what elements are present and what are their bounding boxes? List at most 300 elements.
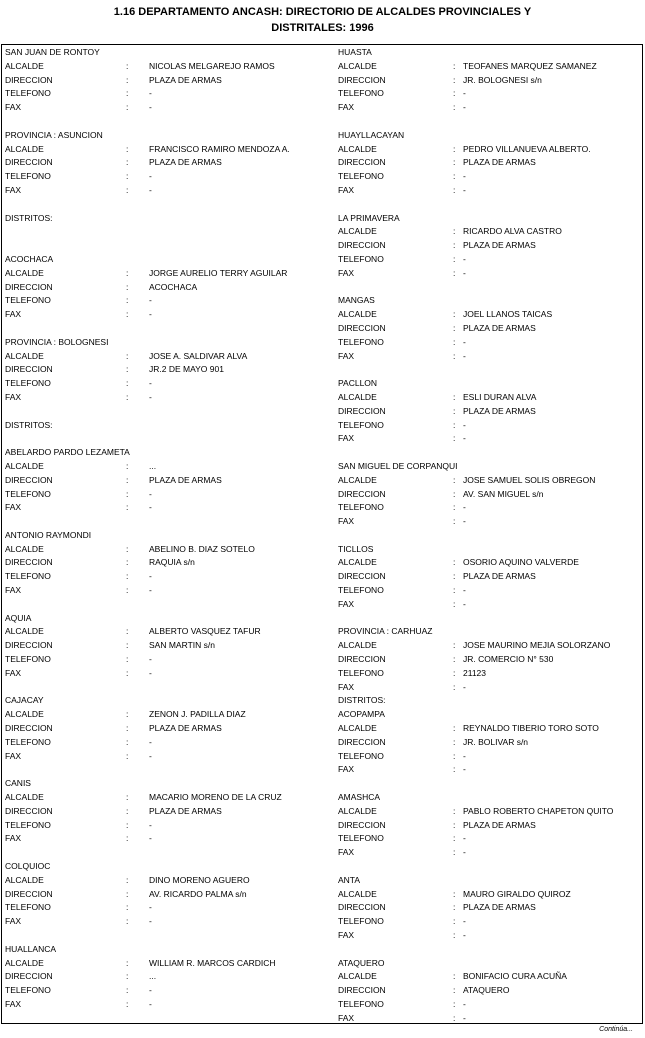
entry-row (5, 143, 335, 157)
field-value: PABLO ROBERTO CHAPETON QUITO (463, 805, 614, 816)
field-label: DIRECCION (5, 723, 53, 734)
field-value: - (463, 681, 466, 692)
entry-row (338, 722, 642, 736)
field-colon: : (126, 502, 129, 513)
left-column (5, 46, 335, 1012)
entry-row (5, 639, 335, 653)
field-value: JR.2 DE MAYO 901 (149, 364, 224, 375)
field-value: - (463, 433, 466, 444)
field-colon: : (453, 750, 456, 761)
field-colon: : (126, 792, 129, 803)
field-value: - (149, 902, 152, 913)
field-colon: : (453, 322, 456, 333)
entry-heading: SAN MIGUEL DE CORPANQUI (338, 460, 458, 471)
blank-line (338, 529, 642, 543)
field-value: - (463, 419, 466, 430)
field-value: REYNALDO TIBERIO TORO SOTO (463, 723, 599, 734)
field-label: DIRECCION (5, 157, 53, 168)
field-label: FAX (338, 847, 355, 858)
entry-row (338, 101, 642, 115)
entry-row (5, 74, 335, 88)
field-colon: : (453, 157, 456, 168)
entry-row (5, 101, 335, 115)
field-value: - (463, 88, 466, 99)
field-colon: : (453, 916, 456, 927)
entry-row (338, 667, 642, 681)
field-value: - (149, 309, 152, 320)
entry-heading: ANTA (338, 874, 361, 885)
field-value: ... (149, 460, 157, 471)
entry-heading: PACLLON (338, 378, 378, 389)
entry-heading: MANGAS (338, 295, 375, 306)
entry-heading: HUALLANCA (5, 943, 57, 954)
blank-line (5, 322, 335, 336)
field-value: OSORIO AQUINO VALVERDE (463, 557, 579, 568)
entry-row (5, 667, 335, 681)
field-label: TELEFONO (338, 585, 384, 596)
field-value: - (149, 184, 152, 195)
field-colon: : (126, 557, 129, 568)
entry-row (5, 391, 335, 405)
field-colon: : (453, 88, 456, 99)
field-value: - (149, 102, 152, 113)
field-value: - (463, 516, 466, 527)
field-colon: : (126, 874, 129, 885)
field-label: ALCALDE (338, 474, 377, 485)
field-colon: : (453, 654, 456, 665)
entry-heading: CANIS (5, 778, 31, 789)
field-label: FAX (338, 681, 355, 692)
entry-row (338, 501, 642, 515)
field-label: TELEFONO (5, 985, 51, 996)
field-colon: : (453, 847, 456, 858)
field-value: - (149, 833, 152, 844)
blank-line (338, 612, 642, 626)
field-value: JOSE A. SALDIVAR ALVA (149, 350, 248, 361)
entry-heading: PROVINCIA : BOLOGNESI (5, 336, 109, 347)
field-colon: : (126, 88, 129, 99)
entry-row (338, 350, 642, 364)
entry-row (5, 488, 335, 502)
field-label: ALCALDE (338, 971, 377, 982)
field-colon: : (453, 902, 456, 913)
field-label: DIRECCION (5, 888, 53, 899)
entry-row (5, 970, 335, 984)
field-colon: : (453, 102, 456, 113)
field-label: ALCALDE (338, 309, 377, 320)
field-colon: : (126, 460, 129, 471)
field-value: PLAZA DE ARMAS (463, 902, 536, 913)
field-label: FAX (338, 102, 355, 113)
field-colon: : (453, 309, 456, 320)
entry-row (5, 308, 335, 322)
entry-row (5, 156, 335, 170)
field-colon: : (126, 654, 129, 665)
field-colon: : (126, 709, 129, 720)
field-colon: : (126, 571, 129, 582)
field-value: AV. RICARDO PALMA s/n (149, 888, 247, 899)
entry-row (5, 570, 335, 584)
blank-line (5, 432, 335, 446)
field-value: - (149, 88, 152, 99)
field-value: - (149, 819, 152, 830)
entry-row (5, 901, 335, 915)
entry-row (5, 736, 335, 750)
field-colon: : (126, 488, 129, 499)
blank-line (5, 239, 335, 253)
field-value: AV. SAN MIGUEL s/n (463, 488, 544, 499)
field-label: TELEFONO (5, 488, 51, 499)
entry-row (5, 474, 335, 488)
entry-row (5, 377, 335, 391)
field-label: DIRECCION (5, 74, 53, 85)
field-label: ALCALDE (338, 723, 377, 734)
field-colon: : (453, 930, 456, 940)
field-value: - (149, 295, 152, 306)
entry-row (5, 708, 335, 722)
entry-row (5, 957, 335, 971)
field-label: DIRECCION (338, 571, 386, 582)
field-colon: : (453, 833, 456, 844)
entry-heading: LA PRIMAVERA (338, 212, 400, 223)
field-value: SAN MARTIN s/n (149, 640, 215, 651)
field-colon: : (453, 240, 456, 251)
title-line-2: DISTRITALES: 1996 (271, 22, 374, 34)
field-label: FAX (5, 184, 22, 195)
entry-row (338, 598, 642, 612)
field-label: ALCALDE (338, 805, 377, 816)
field-value: - (149, 916, 152, 927)
field-value: - (463, 253, 466, 264)
field-value: - (463, 598, 466, 609)
entry-row (5, 556, 335, 570)
field-label: DIRECCION (338, 240, 386, 251)
field-label: FAX (338, 516, 355, 527)
field-value: PLAZA DE ARMAS (149, 157, 222, 168)
field-colon: : (126, 60, 129, 71)
field-label: FAX (5, 102, 22, 113)
field-value: ESLI DURAN ALVA (463, 391, 537, 402)
field-label: TELEFONO (338, 419, 384, 430)
field-colon: : (126, 378, 129, 389)
entry-row (338, 515, 642, 529)
field-colon: : (453, 488, 456, 499)
field-label: TELEFONO (338, 88, 384, 99)
field-colon: : (126, 543, 129, 554)
entry-heading: DISTRITOS: (5, 419, 53, 430)
field-value: - (463, 930, 466, 940)
field-label: TELEFONO (338, 336, 384, 347)
entry-row (338, 391, 642, 405)
entry-row (338, 888, 642, 902)
field-label: FAX (338, 1012, 355, 1023)
field-value: - (463, 267, 466, 278)
field-label: FAX (338, 433, 355, 444)
blank-line (338, 198, 642, 212)
field-label: FAX (5, 916, 22, 927)
field-value: ZENON J. PADILLA DIAZ (149, 709, 246, 720)
field-colon: : (126, 985, 129, 996)
field-label: TELEFONO (338, 502, 384, 513)
field-colon: : (453, 640, 456, 651)
field-value: - (463, 350, 466, 361)
field-value: MAURO GIRALDO QUIROZ (463, 888, 571, 899)
entry-heading: PROVINCIA : ASUNCION (5, 129, 103, 140)
field-label: FAX (5, 502, 22, 513)
field-label: FAX (5, 391, 22, 402)
field-label: ALCALDE (338, 60, 377, 71)
field-colon: : (126, 143, 129, 154)
field-value: - (463, 833, 466, 844)
entry-row (5, 819, 335, 833)
field-label: DIRECCION (338, 985, 386, 996)
entry-row (5, 625, 335, 639)
field-label: FAX (5, 309, 22, 320)
field-value: PLAZA DE ARMAS (463, 405, 536, 416)
entry-heading: HUASTA (338, 47, 372, 57)
entry-row (5, 791, 335, 805)
entry-row (338, 170, 642, 184)
field-colon: : (453, 681, 456, 692)
entry-row (5, 832, 335, 846)
field-value: ... (149, 971, 157, 982)
entry-row (338, 267, 642, 281)
entry-row (338, 74, 642, 88)
field-value: JR. BOLIVAR s/n (463, 736, 529, 747)
field-label: DIRECCION (338, 488, 386, 499)
entry-row (5, 653, 335, 667)
field-value: - (463, 336, 466, 347)
field-value: ATAQUERO (463, 985, 510, 996)
field-label: FAX (5, 585, 22, 596)
field-colon: : (453, 819, 456, 830)
entry-heading: COLQUIOC (5, 861, 51, 872)
entry-row (338, 239, 642, 253)
directory-table (1, 44, 643, 1024)
field-value: - (463, 998, 466, 1009)
field-value: - (149, 654, 152, 665)
field-value: - (149, 391, 152, 402)
blank-line (5, 929, 335, 943)
entry-row (5, 184, 335, 198)
field-colon: : (126, 295, 129, 306)
field-value: - (463, 184, 466, 195)
entry-heading: ATAQUERO (338, 957, 385, 968)
entry-row (338, 984, 642, 998)
entry-heading: ACOCHACA (5, 253, 54, 264)
field-colon: : (126, 916, 129, 927)
field-colon: : (453, 985, 456, 996)
field-colon: : (126, 805, 129, 816)
field-label: DIRECCION (338, 322, 386, 333)
entry-heading: AMASHCA (338, 792, 381, 803)
page-title (0, 4, 645, 36)
field-label: FAX (338, 267, 355, 278)
field-label: TELEFONO (338, 833, 384, 844)
field-label: TELEFONO (338, 171, 384, 182)
blank-line (338, 363, 642, 377)
entry-row (5, 750, 335, 764)
field-colon: : (126, 157, 129, 168)
field-value: - (149, 750, 152, 761)
field-colon: : (126, 667, 129, 678)
field-colon: : (453, 60, 456, 71)
entry-row (338, 1012, 642, 1026)
field-value: - (149, 736, 152, 747)
field-value: - (149, 998, 152, 1009)
field-value: JOEL LLANOS TAICAS (463, 309, 553, 320)
field-label: DIRECCION (5, 971, 53, 982)
entry-row (338, 736, 642, 750)
field-value: WILLIAM R. MARCOS CARDICH (149, 957, 276, 968)
field-colon: : (126, 888, 129, 899)
field-label: DIRECCION (338, 902, 386, 913)
field-label: ALCALDE (338, 557, 377, 568)
field-value: JOSE MAURINO MEJIA SOLORZANO (463, 640, 611, 651)
entry-heading: HUAYLLACAYAN (338, 129, 405, 140)
field-value: ABELINO B. DIAZ SOTELO (149, 543, 255, 554)
entry-row (338, 336, 642, 350)
entry-row (338, 805, 642, 819)
field-label: DIRECCION (338, 736, 386, 747)
blank-line (338, 446, 642, 460)
entry-row (5, 87, 335, 101)
field-label: ALCALDE (5, 143, 44, 154)
field-colon: : (126, 102, 129, 113)
field-label: ALCALDE (338, 888, 377, 899)
entry-row (338, 639, 642, 653)
field-colon: : (453, 516, 456, 527)
entry-row (338, 584, 642, 598)
field-colon: : (453, 433, 456, 444)
field-label: TELEFONO (338, 667, 384, 678)
field-colon: : (126, 474, 129, 485)
field-colon: : (453, 502, 456, 513)
entry-row (338, 901, 642, 915)
entry-row (338, 143, 642, 157)
field-colon: : (126, 957, 129, 968)
entry-heading: TICLLOS (338, 543, 374, 554)
entry-row (5, 460, 335, 474)
field-label: TELEFONO (5, 378, 51, 389)
entry-row (338, 819, 642, 833)
field-colon: : (126, 184, 129, 195)
field-value: - (149, 488, 152, 499)
field-value: DINO MORENO AGUERO (149, 874, 250, 885)
entry-heading: SAN JUAN DE RONTOY (5, 47, 100, 57)
entry-heading: ABELARDO PARDO LEZAMETA (5, 447, 130, 458)
field-colon: : (126, 833, 129, 844)
field-label: DIRECCION (338, 74, 386, 85)
entry-row (338, 322, 642, 336)
field-label: ALCALDE (5, 957, 44, 968)
field-colon: : (126, 998, 129, 1009)
blank-line (338, 281, 642, 295)
field-label: ALCALDE (5, 626, 44, 637)
field-colon: : (126, 309, 129, 320)
entry-row (338, 681, 642, 695)
field-value: JR. BOLOGNESI s/n (463, 74, 542, 85)
field-value: JR. COMERCIO N° 530 (463, 654, 554, 665)
field-label: ALCALDE (5, 350, 44, 361)
field-label: TELEFONO (5, 88, 51, 99)
field-value: PLAZA DE ARMAS (149, 805, 222, 816)
field-colon: : (453, 474, 456, 485)
field-colon: : (453, 805, 456, 816)
field-colon: : (453, 667, 456, 678)
field-label: TELEFONO (5, 295, 51, 306)
field-label: FAX (338, 184, 355, 195)
entry-row (338, 225, 642, 239)
field-value: - (149, 571, 152, 582)
field-value: - (463, 1012, 466, 1023)
field-label: FAX (338, 764, 355, 775)
entry-row (5, 915, 335, 929)
entry-row (338, 915, 642, 929)
field-colon: : (126, 391, 129, 402)
blank-line (5, 405, 335, 419)
field-value: TEOFANES MARQUEZ SAMANEZ (463, 60, 597, 71)
field-label: DIRECCION (338, 819, 386, 830)
blank-line (5, 846, 335, 860)
field-value: ALBERTO VASQUEZ TAFUR (149, 626, 261, 637)
field-value: MACARIO MORENO DE LA CRUZ (149, 792, 282, 803)
field-value: - (463, 847, 466, 858)
entry-row (5, 281, 335, 295)
entry-row (338, 750, 642, 764)
field-label: TELEFONO (5, 819, 51, 830)
entry-row (338, 405, 642, 419)
field-colon: : (126, 750, 129, 761)
entry-row (338, 474, 642, 488)
field-label: ALCALDE (338, 640, 377, 651)
field-value: BONIFACIO CURA ACUÑA (463, 971, 567, 982)
continued-note: Continúa... (599, 1026, 633, 1033)
field-label: TELEFONO (5, 171, 51, 182)
field-colon: : (453, 585, 456, 596)
entry-row (5, 888, 335, 902)
field-colon: : (126, 626, 129, 637)
field-value: - (149, 985, 152, 996)
field-label: FAX (338, 930, 355, 940)
field-colon: : (453, 971, 456, 982)
title-line-1: 1.16 DEPARTAMENTO ANCASH: DIRECTORIO DE ALCALDES PROVINCIALES Y (113, 6, 532, 18)
blank-line (5, 681, 335, 695)
field-label: DIRECCION (5, 474, 53, 485)
entry-row (338, 846, 642, 860)
field-value: PLAZA DE ARMAS (149, 723, 222, 734)
field-colon: : (453, 226, 456, 237)
entry-row (5, 363, 335, 377)
field-colon: : (453, 143, 456, 154)
entry-heading: CAJACAY (5, 695, 44, 706)
field-label: DIRECCION (5, 281, 53, 292)
field-colon: : (453, 764, 456, 775)
field-value: - (149, 378, 152, 389)
blank-line (338, 943, 642, 957)
entry-heading: DISTRITOS: (5, 212, 53, 223)
entry-row (338, 60, 642, 74)
blank-line (338, 777, 642, 791)
field-label: FAX (5, 833, 22, 844)
field-colon: : (453, 723, 456, 734)
field-colon: : (126, 364, 129, 375)
field-value: JORGE AURELIO TERRY AGUILAR (149, 267, 288, 278)
field-label: ALCALDE (5, 792, 44, 803)
field-label: ALCALDE (5, 267, 44, 278)
field-label: FAX (5, 750, 22, 761)
field-value: PLAZA DE ARMAS (463, 571, 536, 582)
